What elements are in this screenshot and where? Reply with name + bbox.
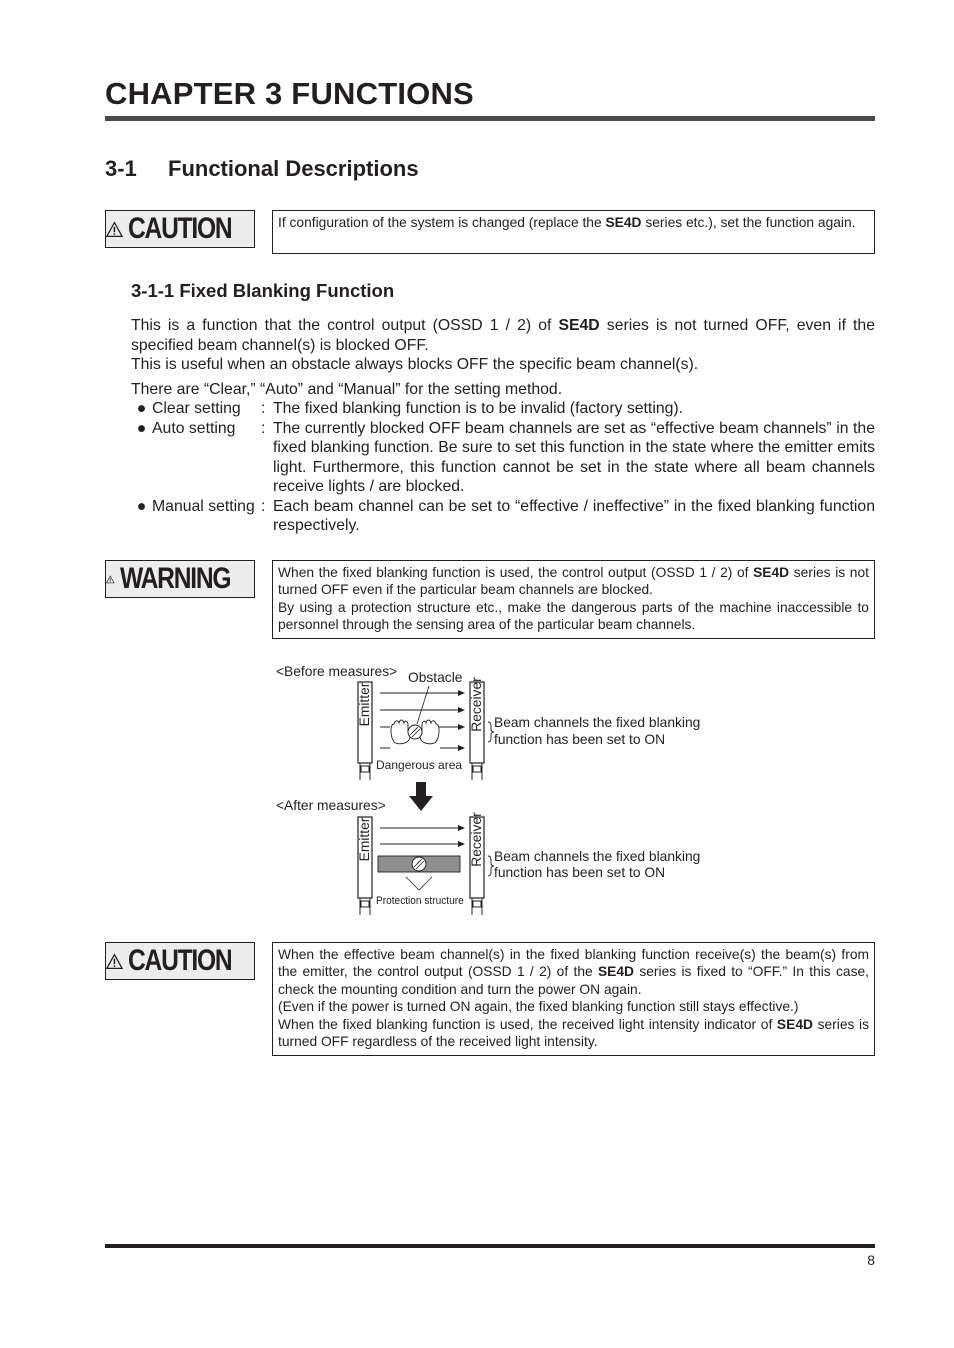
emitter-label: Emitter <box>357 817 372 862</box>
setting-colon: : <box>261 497 266 515</box>
intro-paragraph-1 <box>131 316 875 355</box>
beam-note-line-1: Beam channels the fixed blanking <box>494 715 701 730</box>
setting-label: Manual setting <box>152 497 255 515</box>
caution-bottom-text-3: When the fixed blanking function is used, the received light intensity indicator of <box>278 1016 777 1032</box>
dangerous-area-label: Dangerous area <box>376 758 463 772</box>
product-name: SE4D <box>776 1016 813 1032</box>
after-measures-label: <After measures> <box>276 798 386 813</box>
warning-triangle-icon <box>106 951 123 972</box>
product-name: SE4D <box>605 215 642 230</box>
caution-badge-text: CAUTION <box>127 944 232 977</box>
caution-bottom-text-end: series is fixed to “OFF.” In this case, check the mounting condition and turn the power ON again. <box>278 964 869 997</box>
fixed-blanking-diagram <box>272 660 732 920</box>
product-name: SE4D <box>558 317 600 334</box>
chapter-rule <box>105 116 875 121</box>
warning-badge <box>105 560 255 598</box>
caution-bottom-text-2: (Even if the power is turned ON again, the fixed blanking function still stays effective.) <box>278 999 799 1015</box>
intro-paragraph-2: This is useful when an obstacle always blocks OFF the specific beam channel(s). <box>131 356 699 373</box>
beam-note-line-1: Beam channels the fixed blanking <box>494 849 701 864</box>
before-measures-label: <Before measures> <box>276 664 398 679</box>
section-title <box>105 155 419 183</box>
warning-triangle-icon <box>106 219 123 240</box>
intro-text: This is a function that the control output (OSSD 1 / 2) of <box>131 317 559 334</box>
obstacle-icon <box>408 725 422 739</box>
caution-top-text: If configuration of the system is changed (replace the <box>278 215 606 230</box>
setting-label: Auto setting <box>152 419 236 437</box>
warning-triangle-icon <box>106 569 115 590</box>
receiver-label: Receiver <box>469 812 484 867</box>
product-name: SE4D <box>753 565 790 580</box>
diagram-graphics <box>272 660 732 920</box>
arrow-down-icon <box>409 782 433 811</box>
obstacle-label: Obstacle <box>408 670 463 685</box>
caution-note-top <box>272 210 875 254</box>
emitter-label: Emitter <box>357 682 372 727</box>
footer-rule <box>105 1244 875 1248</box>
page-number: 8 <box>867 1252 875 1268</box>
caution-badge-text: CAUTION <box>127 212 232 245</box>
obstacle-icon <box>412 857 426 871</box>
beam-note-line-2: function has been set to ON <box>494 865 666 880</box>
protection-structure-label: Protection structure <box>376 895 464 907</box>
product-name: SE4D <box>597 964 635 980</box>
list-item <box>131 419 875 497</box>
intro-text-end: series is not turned OFF, even if the specified beam channel(s) is blocked OFF. <box>131 317 875 354</box>
warning-note <box>272 560 875 639</box>
bullet: ● <box>136 400 147 417</box>
section-heading: Functional Descriptions <box>168 156 419 181</box>
list-item <box>131 497 875 536</box>
caution-bottom-text: When the effective beam channel(s) in the fixed blanking function receive(s) the beam(s) from the emitter, the control output (OSSD 1 / 2) of the <box>278 947 869 980</box>
list-item <box>131 399 875 419</box>
beam-note-line-2: function has been set to ON <box>494 732 666 747</box>
section-number: 3-1 <box>105 156 137 181</box>
caution-badge-top <box>105 210 255 248</box>
setting-colon: : <box>261 419 266 437</box>
setting-description: Each beam channel can be set to “effective / ineffective” in the fixed blanking function respectively. <box>273 497 875 534</box>
setting-description: The currently blocked OFF beam channels are set as “effective beam channels” in the fixed blanking function. Be sure to set this function in the state where the emitter emits light. Furthermore, this function cannot be set in the state where all beam channels receive lights / are blocked. <box>273 419 875 495</box>
bullet: ● <box>136 497 147 515</box>
warning-text: When the fixed blanking function is used, the control output (OSSD 1 / 2) of <box>278 565 754 580</box>
caution-note-bottom <box>272 942 875 1056</box>
obstacle-leader <box>417 686 429 724</box>
setting-label: Clear setting <box>152 400 241 417</box>
warning-text-end: series is not turned OFF even if the particular beam channels are blocked. <box>278 565 869 598</box>
setting-colon: : <box>261 400 266 417</box>
warning-text-2: By using a protection structure etc., make the dangerous parts of the machine inaccessible to personnel through the sensing area of the particular beam channels. <box>278 599 869 633</box>
caution-bottom-text-3-end: series is turned OFF regardless of the received light intensity. <box>278 1016 869 1050</box>
subsection-title: 3-1-1 Fixed Blanking Function <box>131 280 395 301</box>
bullet: ● <box>136 419 147 437</box>
caution-top-text-end: series etc.), set the function again. <box>641 215 856 230</box>
warning-badge-text: WARNING <box>119 562 230 595</box>
protection-leader <box>406 877 419 890</box>
setting-description: The fixed blanking function is to be invalid (factory setting). <box>273 400 684 417</box>
caution-badge-bottom <box>105 942 255 980</box>
receiver-label: Receiver <box>469 677 484 732</box>
settings-list <box>131 399 875 536</box>
chapter-title: CHAPTER 3 FUNCTIONS <box>105 76 474 111</box>
intro-paragraph-3: There are “Clear,” “Auto” and “Manual” for the setting method. <box>131 381 563 398</box>
